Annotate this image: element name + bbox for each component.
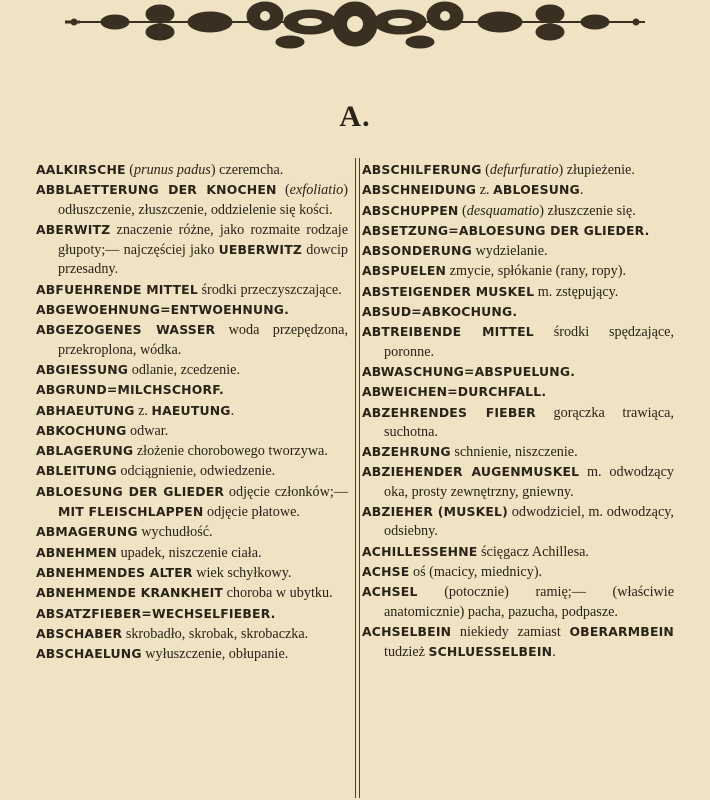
entry-definition: . <box>579 182 584 199</box>
entry-headword: ABWEICHEN=DURCHFALL. <box>362 384 547 400</box>
entry-definition: odwodziciel, m. odwodzący, odsiebny. <box>384 504 674 540</box>
entry-headword: ABWASCHUNG=ABSPUELUNG. <box>362 363 576 379</box>
entry-headword: ABZIEHENDER AUGENMUSKEL <box>362 464 580 480</box>
entry-headword: HAEUTUNG <box>151 402 231 418</box>
dictionary-entry <box>36 380 348 400</box>
entry-definition: odjęcie członków;— <box>224 483 348 500</box>
entry-definition: (potocznie) ramię;— (właściwie anatomicznie) pacha, pazucha, podpasze. <box>384 584 674 620</box>
dictionary-entry <box>36 583 348 603</box>
dictionary-entry <box>36 441 348 461</box>
entry-headword: ACHILLESSEHNE <box>362 543 478 559</box>
entry-headword: UEBERWITZ <box>218 242 303 258</box>
entry-headword: ABSCHAELUNG <box>36 646 142 662</box>
entry-headword: ABSATZFIEBER=WECHSELFIEBER. <box>36 605 276 621</box>
entry-definition: z. <box>134 402 152 419</box>
entry-headword: ACHSEL <box>362 584 418 600</box>
entry-headword: ABGRUND=MILCHSCHORF. <box>36 382 224 398</box>
entry-definition: . <box>230 402 235 419</box>
dictionary-entry <box>362 201 674 221</box>
dictionary-entry <box>362 322 674 362</box>
entry-definition: niekiedy zamiast <box>451 623 570 640</box>
entry-headword: ABGIESSUNG <box>36 361 129 377</box>
entry-definition: z. <box>476 182 494 199</box>
entry-headword: ABLAGERUNG <box>36 443 134 459</box>
entry-headword: ABNEHMENDE KRANKHEIT <box>36 585 224 601</box>
entry-definition: woda przepędzona, przekroplona, wódka. <box>58 322 348 358</box>
entry-definition: ) złuszczenie się. <box>539 202 636 219</box>
dictionary-entry <box>36 644 348 664</box>
entry-headword: SCHLUESSELBEIN <box>428 644 553 660</box>
dictionary-entry <box>36 280 348 300</box>
dictionary-entry <box>36 401 348 421</box>
column-divider <box>355 158 360 798</box>
entry-headword: ABGEZOGENES WASSER <box>36 322 216 338</box>
entry-headword: ABTREIBENDE MITTEL <box>362 324 534 340</box>
dictionary-entry <box>36 522 348 542</box>
right-column <box>362 160 674 662</box>
entry-headword: ABNEHMENDES ALTER <box>36 564 193 580</box>
dictionary-entry <box>362 542 674 562</box>
dictionary-entry <box>362 403 674 443</box>
entry-definition: schnienie, niszczenie. <box>450 444 578 461</box>
dictionary-entry <box>362 160 674 180</box>
entry-headword: ABSETZUNG=ABLOESUNG DER GLIEDER. <box>362 222 650 238</box>
dictionary-entry <box>36 624 348 644</box>
floral-ornament-icon <box>60 0 650 58</box>
entry-headword: AALKIRSCHE <box>36 162 126 177</box>
dictionary-entry <box>36 461 348 481</box>
entry-definition: wydzielanie. <box>471 243 548 260</box>
entry-headword: ABLOESUNG <box>493 182 580 198</box>
dictionary-entry <box>362 180 674 200</box>
dictionary-entry <box>36 300 348 320</box>
dictionary-entry <box>362 261 674 281</box>
dictionary-entry <box>36 360 348 380</box>
dictionary-entry <box>36 482 348 523</box>
entry-headword: ABGEWOEHNUNG=ENTWOEHNUNG. <box>36 302 290 318</box>
entry-definition: ( <box>125 162 134 178</box>
entry-definition: ścięgacz Achillesa. <box>477 543 589 560</box>
left-column <box>36 160 348 664</box>
entry-definition: ( <box>276 182 290 199</box>
dictionary-entry <box>36 220 348 280</box>
entry-latin-term: exfoliatio <box>289 182 344 199</box>
entry-definition: ) odłuszczenie, złuszczenie, oddzielenie się kości. <box>58 182 348 218</box>
entry-headword: ABSONDERUNG <box>362 243 472 259</box>
dictionary-entry <box>362 221 674 241</box>
entry-definition: gorączka trawiąca, suchotna. <box>384 404 674 440</box>
entry-definition: wiek schyłkowy. <box>192 564 292 581</box>
entry-definition: środki przeczyszczające. <box>197 281 342 298</box>
dictionary-entry <box>362 362 674 382</box>
entry-latin-term: defurfuratio <box>489 162 559 178</box>
entry-definition: ) czeremcha. <box>210 162 284 178</box>
dictionary-entry <box>362 582 674 622</box>
entry-definition: środki spędzające, poronne. <box>384 324 675 360</box>
entry-definition: skrobadło, skrobak, skrobaczka. <box>122 625 309 642</box>
entry-headword: ABLOESUNG DER GLIEDER <box>36 483 225 499</box>
dictionary-entry <box>362 502 674 542</box>
entry-definition: znaczenie różne, jako rozmaite rodzaje głupoty;— najczęściej jako <box>58 221 348 259</box>
entry-headword: ABSUD=ABKOCHUNG. <box>362 304 518 320</box>
entry-definition: ( <box>458 202 467 219</box>
entry-headword: ACHSELBEIN <box>362 623 452 639</box>
entry-definition: oś (macicy, miednicy). <box>409 563 543 580</box>
entry-headword: ABKOCHUNG <box>36 422 127 438</box>
dictionary-entry <box>362 241 674 261</box>
entry-definition: upadek, niszczenie ciała. <box>117 544 262 561</box>
entry-definition: ( <box>481 162 490 178</box>
entry-definition: ) złupieżenie. <box>558 162 635 178</box>
entry-definition: choroba w ubytku. <box>223 585 333 602</box>
entry-definition: zmycie, spłókanie (rany, ropy). <box>446 263 626 280</box>
entry-headword: ABSCHABER <box>36 625 123 641</box>
entry-headword: ABSCHNEIDUNG <box>362 182 477 198</box>
entry-headword: ACHSE <box>362 563 410 579</box>
dictionary-entry <box>362 302 674 322</box>
entry-headword: MIT FLEISCHLAPPEN <box>58 504 204 520</box>
dictionary-entry <box>36 421 348 441</box>
entry-definition: złożenie chorobowego tworzywa. <box>133 443 328 460</box>
entry-definition: dowcip przesadny. <box>58 242 348 278</box>
entry-headword: ABMAGERUNG <box>36 524 138 540</box>
entry-headword: ABNEHMEN <box>36 544 118 560</box>
entry-latin-term: desquamatio <box>466 202 540 219</box>
entry-definition: odwar. <box>126 422 169 439</box>
dictionary-entry <box>36 563 348 583</box>
section-letter: A. <box>339 100 371 133</box>
entry-headword: ABBLAETTERUNG DER KNOCHEN <box>36 182 277 198</box>
entry-definition: wyłuszczenie, obłupanie. <box>141 646 289 663</box>
dictionary-entry <box>36 160 348 180</box>
entry-headword: ABZEHRENDES FIEBER <box>362 404 536 420</box>
entry-headword: ABZIEHER (MUSKEL) <box>362 504 508 520</box>
entry-headword: ABHAEUTUNG <box>36 402 135 418</box>
dictionary-entry <box>36 180 348 220</box>
dictionary-entry <box>362 562 674 582</box>
dictionary-entry <box>362 622 674 663</box>
entry-definition: odciągnienie, odwiedzenie. <box>116 463 276 480</box>
entry-headword: ABSPUELEN <box>362 263 447 279</box>
entry-headword: ABZEHRUNG <box>362 444 451 460</box>
entry-definition: wychudłość. <box>137 524 213 541</box>
entry-definition: tudzież <box>384 644 429 661</box>
dictionary-entry <box>362 382 674 402</box>
entry-definition: . <box>552 644 556 661</box>
entry-latin-term: prunus padus <box>133 162 211 178</box>
entry-definition: m. odwodzący oka, prosty zewnętrzny, gniewny. <box>384 464 674 500</box>
dictionary-entry <box>362 282 674 302</box>
dictionary-entry <box>362 442 674 462</box>
entry-headword: ABSCHUPPEN <box>362 202 459 218</box>
entry-headword: OBERARMBEIN <box>569 623 674 639</box>
dictionary-entry <box>36 543 348 563</box>
dictionary-entry <box>36 604 348 624</box>
entry-headword: ABFUEHRENDE MITTEL <box>36 281 198 297</box>
entry-definition: m. zstępujący. <box>534 283 619 300</box>
dictionary-entry <box>362 462 674 502</box>
entry-headword: ABSTEIGENDER MUSKEL <box>362 283 535 299</box>
entry-definition: odjęcie płatowe. <box>203 504 300 521</box>
entry-headword: ABERWITZ <box>36 221 111 237</box>
entry-headword: ABLEITUNG <box>36 463 117 479</box>
entry-definition: odlanie, zcedzenie. <box>128 361 241 378</box>
dictionary-entry <box>36 320 348 360</box>
entry-headword: ABSCHILFERUNG <box>362 162 482 177</box>
